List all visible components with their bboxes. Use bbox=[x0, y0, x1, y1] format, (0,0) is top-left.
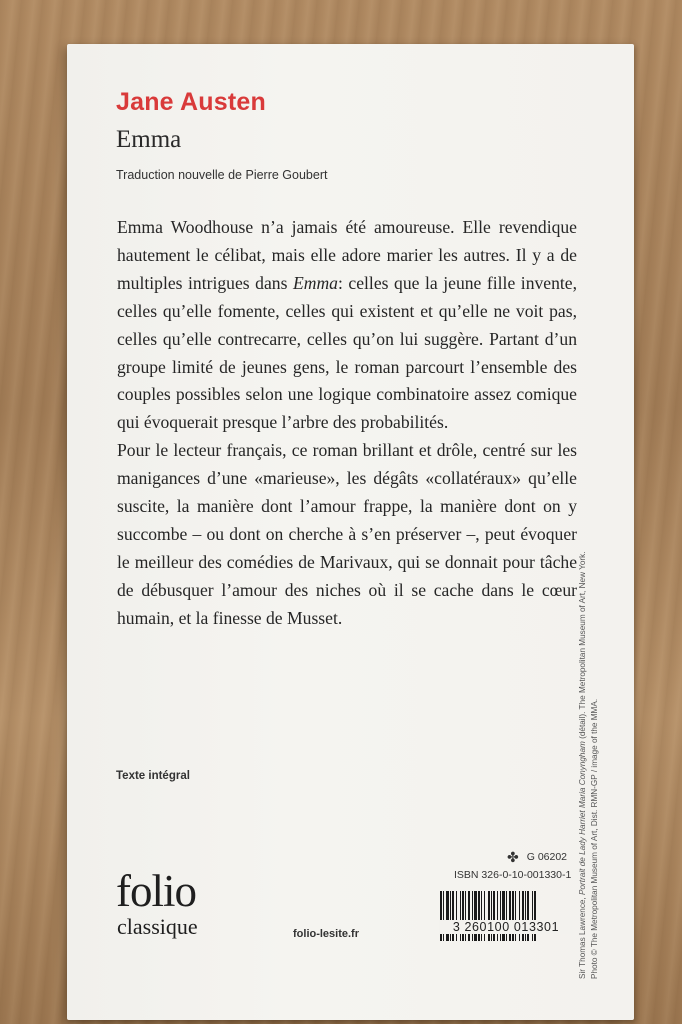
price-category-icon: ✤ bbox=[507, 849, 519, 865]
book-back-cover bbox=[67, 44, 634, 1020]
blurb bbox=[117, 214, 577, 633]
blurb-p1-title: Emma bbox=[293, 272, 338, 293]
integral-text-label: Texte intégral bbox=[116, 770, 190, 782]
folio-logo: folio bbox=[116, 866, 196, 916]
isbn: ISBN 326-0-10-001330-1 bbox=[454, 869, 572, 881]
product-code bbox=[507, 850, 567, 864]
credit-line-1: Sir Thomas Lawrence, Portrait de Lady Harriet Maria Conyngham (détail). The Metropolitan Museum of Art, New York. bbox=[578, 551, 587, 979]
website: folio-lesite.fr bbox=[293, 928, 360, 940]
blurb-p1-start: Emma Woodhouse n’a jamais été amoureuse. Elle revendique hautement le célibat, mais elle adore marier les autres. Il y a de multiples intrigues dans bbox=[117, 217, 577, 293]
product-code-text: G 06202 bbox=[526, 851, 568, 863]
credit-line-2: Photo © The Metropolitan Museum of Art, Dist. RMN-GP / image of the MMA. bbox=[589, 698, 599, 979]
image-credit bbox=[577, 552, 600, 979]
blurb-paragraph-1 bbox=[117, 214, 577, 437]
blurb-p1-end: : celles que la jeune fille invente, celles qu’elle fomente, celles qui existent et qu’elle ne voit pas, celles qu’elle contrecarre, celles qu’on lui suggère. Partant d’un groupe limité de jeunes gens, le roman parcourt l’ensemble des couples possibles selon une logique combinatoire assez comique qui évoquerait presque l’arbre des probabilités. bbox=[117, 272, 577, 433]
blurb-paragraph-2: Pour le lecteur français, ce roman brillant et drôle, centré sur les manigances d’une «marieuse», les dégâts «collatéraux» qu’elle suscite, la manière dont l’amour frappe, la manière dont on y succombe – ou dont on cherche à s’en préserver –, peut évoquer le meilleur des comédies de Marivaux, qui se donnait pour tâche de débusquer l’amour des niches où il se cache dans le cœur humain, et la finesse de Musset. bbox=[117, 440, 577, 628]
book-title: Emma bbox=[116, 126, 182, 153]
classique-logo: classique bbox=[117, 914, 198, 939]
author-name: Jane Austen bbox=[116, 88, 266, 116]
barcode-digits: 3 260100 013301 bbox=[439, 920, 573, 934]
translation-credit: Traduction nouvelle de Pierre Goubert bbox=[116, 168, 328, 182]
